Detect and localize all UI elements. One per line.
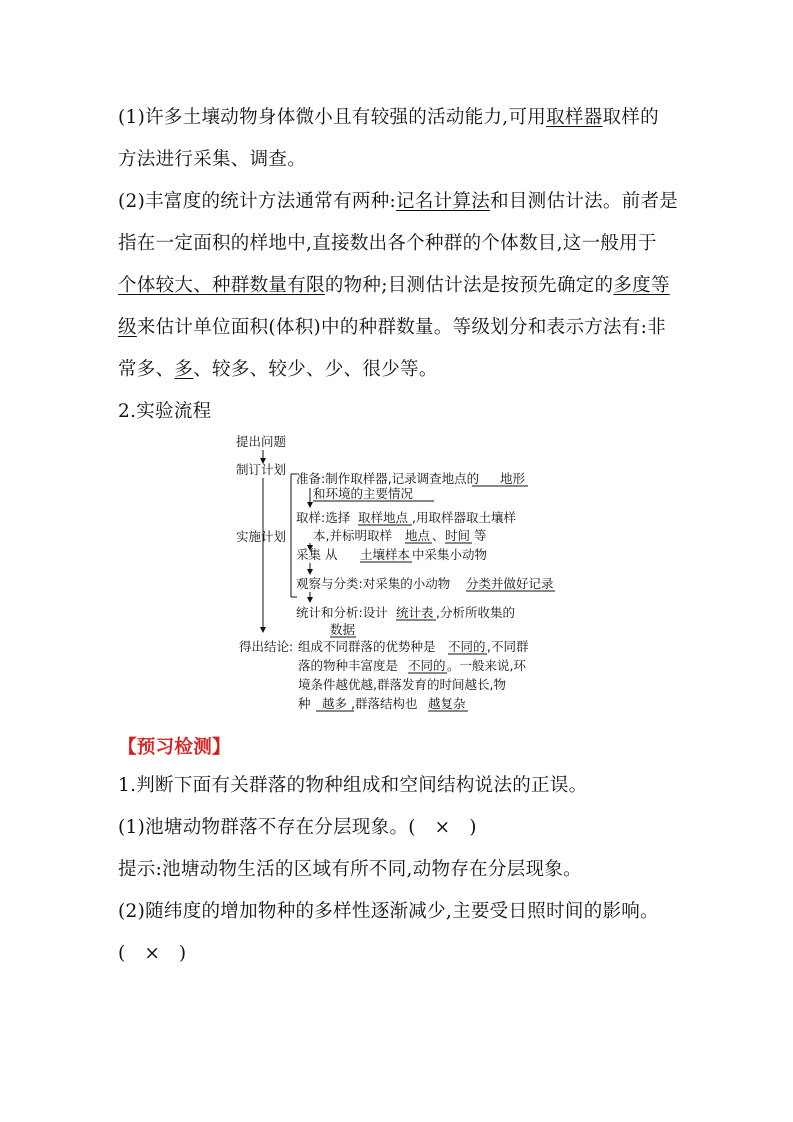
conclude-keyword-2: 不同的 (408, 658, 446, 673)
prep-line-1: 准备:制作取样器,记录调查地点的 (296, 471, 480, 486)
stat-line-1c: ,分析所收集的 (436, 605, 515, 620)
step-conclude: 得出结论: (239, 639, 294, 654)
sample-keyword-place: 地点 (405, 528, 431, 543)
question-1-2-answer: ( × ) (118, 943, 187, 964)
para-2-line-5 (118, 355, 438, 381)
sample-line-2a: 本,并标明取样 (313, 528, 392, 543)
conclude-keyword-3: 越多 (322, 696, 348, 711)
underlined-term: 个体较大、种群数量有限 (118, 275, 325, 296)
conclude-line-1a: 组成不同群落的优势种是 (298, 639, 436, 654)
conclude-line-2a: 落的物种丰富度是 (298, 658, 399, 673)
step-plan: 制订计划 (236, 462, 287, 477)
para-2-line-4 (118, 313, 666, 339)
text: 、较多、较少、少、很少等。 (193, 359, 438, 380)
question-1-1: (1)池塘动物群落不存在分层现象。( × ) (118, 817, 477, 838)
question-1-2: (2)随纬度的增加物种的多样性逐渐减少,主要受日照时间的影响。 (118, 901, 659, 922)
conclude-keyword-4: 越复杂 (428, 696, 466, 711)
para-1-line-1 (118, 103, 659, 129)
stat-keyword: 统计表 (396, 605, 434, 620)
text: 取样的 (602, 107, 659, 128)
conclude-keyword-1: 不同的 (448, 639, 486, 654)
stat-line-2: 数据 (330, 622, 356, 637)
question-1: 1.判断下面有关群落的物种组成和空间结构说法的正误。 (118, 775, 588, 796)
sample-keyword-time: 时间 (445, 528, 471, 543)
collect-rest: 中采集小动物 (412, 547, 488, 562)
underlined-term: 记名计算法 (396, 191, 491, 212)
conclude-line-1c: ,不同群 (487, 639, 529, 654)
text: 常多、 (118, 359, 175, 380)
sample-keyword: 取样地点 (358, 510, 409, 525)
para-1-line-2: 方法进行采集、调查。 (118, 149, 307, 170)
conclude-line-2c: 。一般来说,环 (447, 658, 526, 673)
text: (2)丰富度的统计方法通常有两种: (118, 191, 397, 212)
sample-line-2c: 、 (432, 528, 445, 543)
collect-keyword: 土壤样本 (360, 547, 411, 562)
underlined-term: 多 (174, 359, 194, 380)
preview-heading: 【预习检测】 (118, 737, 231, 758)
conclude-line-4c: ,群落结构也 (351, 696, 418, 711)
sample-line-1c: ,用取样器取土壤样 (412, 510, 516, 525)
bracket (291, 474, 297, 597)
collect-label: 采集 从 (296, 547, 338, 562)
prep-line-2: 和环境的主要情况 (313, 486, 414, 501)
underlined-term: 级 (118, 317, 137, 338)
step-implement: 实施计划 (236, 529, 287, 544)
hint: 提示:池塘动物生活的区域有所不同,动物存在分层现象。 (118, 859, 582, 880)
text: (1)许多土壤动物身体微小且有较强的活动能力,可用 (118, 107, 547, 128)
text: 和目测估计法。前者是 (490, 191, 679, 212)
step-ask: 提出问题 (236, 434, 287, 449)
sample-line-2e: 等 (474, 528, 487, 543)
observe-line: 观察与分类:对采集的小动物 (296, 576, 451, 591)
section-heading: 2.实验流程 (118, 401, 212, 422)
para-2-line-1 (118, 187, 678, 213)
sample-line-1a: 取样:选择 (296, 510, 351, 525)
observe-keyword: 分类并做好记录 (466, 576, 554, 591)
text: 来估计单位面积(体积)中的种群数量。等级划分和表示方法有:非 (136, 317, 666, 338)
para-2-line-3 (118, 271, 670, 297)
text: 的物种;目测估计法是按预先确定的 (324, 275, 614, 296)
conclude-line-4a: 种 (298, 696, 311, 711)
underlined-term: 取样器 (546, 107, 603, 128)
conclude-line-3: 境条件越优越,群落发育的时间越长,物 (298, 677, 506, 692)
underlined-term: 多度等 (613, 275, 670, 296)
para-2-line-2: 指在一定面积的样地中,直接数出各个种群的个体数目,这一般用于 (118, 233, 657, 254)
stat-line-1a: 统计和分析:设计 (296, 605, 388, 620)
prep-keyword: 地形 (500, 471, 526, 486)
